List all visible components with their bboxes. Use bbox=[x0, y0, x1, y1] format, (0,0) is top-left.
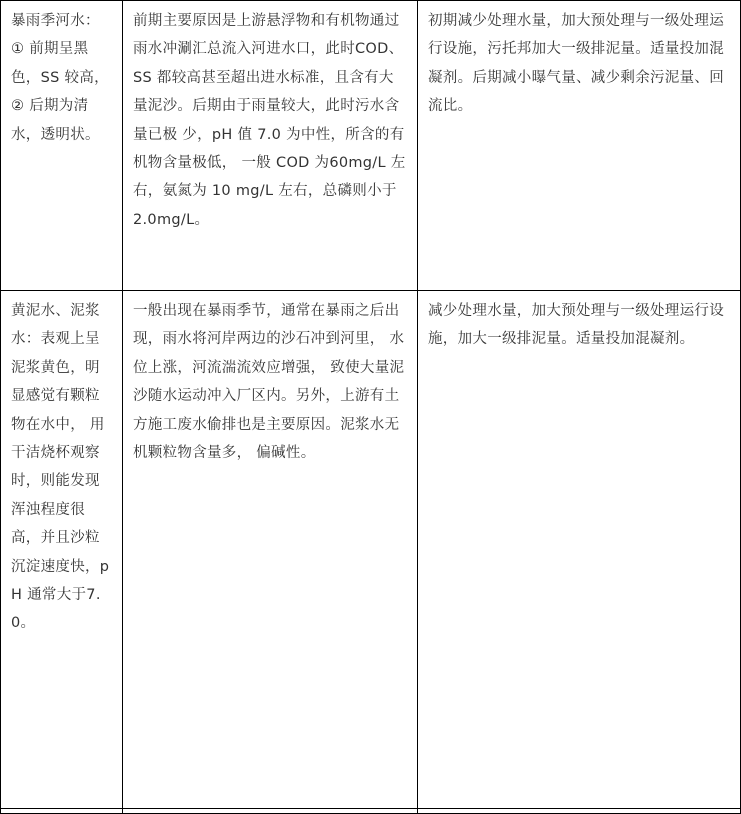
measure-cell: 减少处理水量，加大预处理与一级处理运行设施，加大一级排泥量。适量投加混凝剂。 bbox=[418, 291, 741, 809]
empty-cell bbox=[418, 809, 741, 814]
measure-cell: 初期减少处理水量，加大预处理与一级处理运行设施，污托邦加大一级排泥量。适量投加混凝剂。后期减小曝气量、减少剩余污泥量、回流比。 bbox=[418, 1, 741, 291]
table-row bbox=[1, 291, 741, 809]
water-type-cell: 暴雨季河水：① 前期呈黑色，SS 较高，② 后期为清水，透明状。 bbox=[1, 1, 123, 291]
table-row bbox=[1, 1, 741, 291]
empty-cell bbox=[1, 809, 123, 814]
water-type-cell: 黄泥水、泥浆水：表观上呈泥浆黄色，明显感觉有颗粒物在水中， 用干洁烧杯观察时，则能发现浑浊程度很高，并且沙粒沉淀速度快，pH 通常大于7.0。 bbox=[1, 291, 123, 809]
cause-cell: 前期主要原因是上游悬浮物和有机物通过雨水冲涮汇总流入河进水口，此时COD、SS 都较高甚至超出进水标准，且含有大量泥沙。后期由于雨量较大，此时污水含量已极 少，pH 值 7.0 为中性，所含的有机物含量极低， 一般 COD 为60mg/L 左右，氨氮为 10 mg/L 左右，总磷则小于2.0mg/L。 bbox=[123, 1, 418, 291]
cause-cell: 一般出现在暴雨季节，通常在暴雨之后出现，雨水将河岸两边的沙石冲到河里， 水位上涨，河流湍流效应增强， 致使大量泥沙随水运动冲入厂区内。另外，上游有土方施工废水偷排也是主要原因。泥浆水无机颗粒物含量多， 偏碱性。 bbox=[123, 291, 418, 809]
empty-cell bbox=[123, 809, 418, 814]
table-row-partial bbox=[1, 809, 741, 814]
